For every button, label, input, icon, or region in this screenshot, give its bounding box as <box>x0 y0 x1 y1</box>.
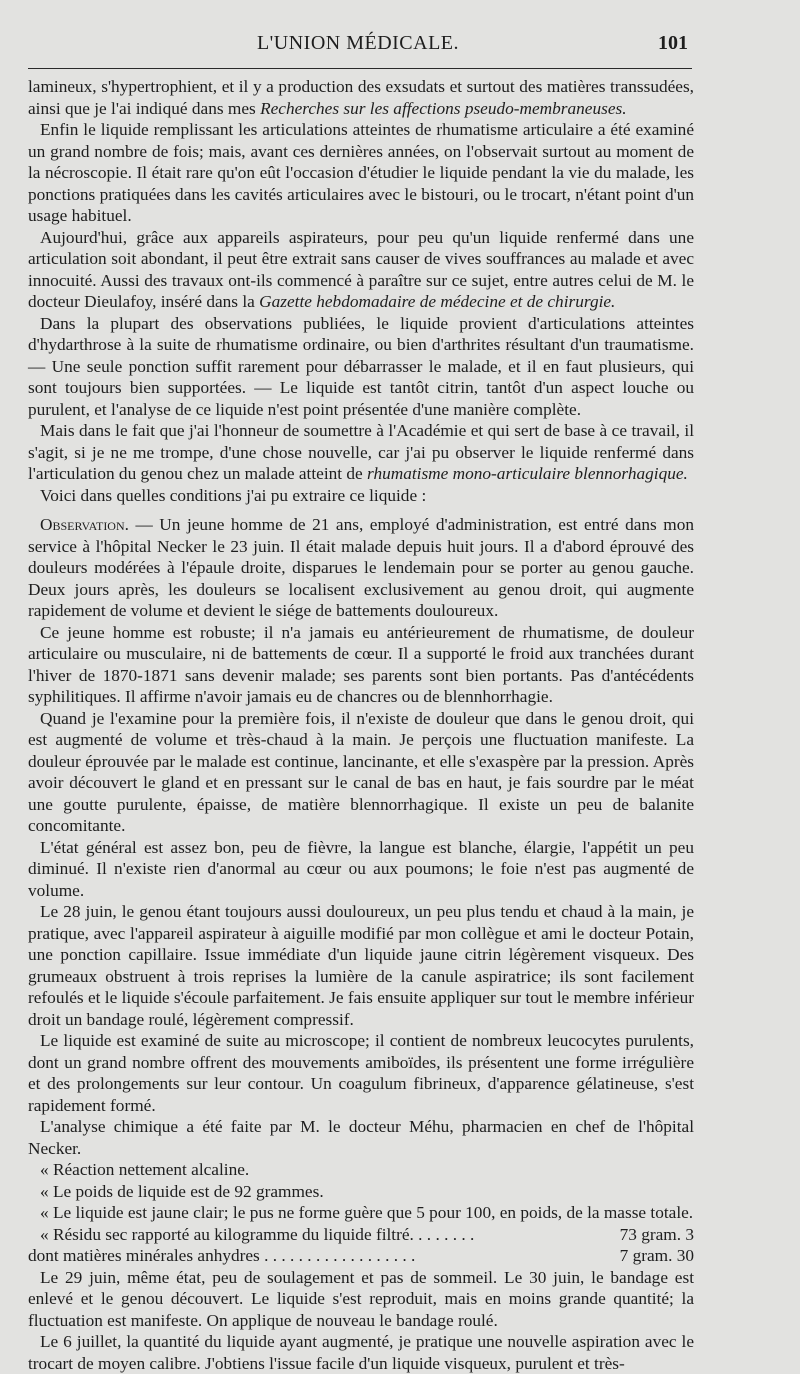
paragraph: Voici dans quelles conditions j'ai pu extraire ce liquide : <box>40 485 427 505</box>
paragraph <box>28 420 694 485</box>
quote-line: « Le poids de liquide est de 92 grammes. <box>40 1181 324 1201</box>
analysis-value: 73 gram. 3 <box>619 1224 694 1244</box>
running-title: L'UNION MÉDICALE. <box>256 32 460 54</box>
analysis-row <box>28 1245 694 1267</box>
paragraph: Ce jeune homme est robuste; il n'a jamais eu antérieurement de rhumatisme, de douleur articulaire ou musculaire, ni de battements de cœur. Il a supporté le froid aux tranchées durant l'hiver de 1870-1871 sans devenir malade; ses parents sont bien portants. Pas d'antécédents syphilitiques. Il affirme n'avoir jamais eu de chancres ou de blennhorrhagie. <box>28 622 694 706</box>
paragraph <box>28 76 694 119</box>
analysis-label: « Résidu sec rapporté au kilogramme du liquide filtré. . . . . . . . <box>40 1224 475 1244</box>
paragraph-text: — Un jeune homme de 21 ans, employé d'administration, est entré dans mon service à l'hôpital Necker le 23 juin. Il était malade depuis huit jours. Il a d'abord éprouvé des douleurs modérées à l'épaule droite, disparues le lendemain pour se porter au genou gauche. Deux jours après, les douleurs se localisent exclusivement au genou droit, qui augmente rapidement de volume et devient le siége de battements douloureux. <box>28 515 694 620</box>
paragraph-text: Mais dans le fait que j'ai l'honneur de soumettre à l'Académie et qui sert de base à ce travail, il s'agit, si je ne me trompe, d'une chose nouvelle, car j'ai pu observer le liquide renfermé dans l'articulation du genou chez un malade atteint de <box>28 421 694 483</box>
paragraph: Enfin le liquide remplissant les articulations atteintes de rhumatisme articulaire a été examiné un grand nombre de fois; mais, avant ces dernières années, on l'observait surtout au moment de la nécroscopie. Il était rare qu'on eût l'occasion d'étudier le liquide pendant la vie du malade, les ponctions pratiquées dans les cavités articulaires avec le bistouri, ou le trocart, n'étant point d'un usage habituel. <box>28 120 694 225</box>
reference-title: Gazette hebdomadaire de médecine et de chirurgie. <box>259 292 616 311</box>
analysis-row <box>28 1224 694 1246</box>
paragraph: L'état général est assez bon, peu de fièvre, la langue est blanche, élargie, l'appétit un peu diminué. Il n'existe rien d'anormal au cœur ou aux poumons; le foie n'est pas augmenté de volume. <box>28 837 694 900</box>
article-body <box>28 76 694 1374</box>
paragraph: Quand je l'examine pour la première fois, il n'existe de douleur que dans le genou droit, qui est augmenté de volume et très-chaud à la main. Je perçois une fluctuation manifeste. La douleur éprouvée par le malade est continue, lancinante, et elle s'exaspère par la pression. Après avoir découvert le gland et en pressant sur le canal de bas en haut, je fais sourdre par le méat une goutte purulente, épaisse, de matière blennorrhagique. Il existe un peu de balanite concomitante. <box>28 708 694 835</box>
paragraph: Dans la plupart des observations publiées, le liquide provient d'articulations atteintes d'hydarthrose à la suite de rhumatisme ordinaire, ou bien d'arthrites résultant d'un traumatisme. — Une seule ponction suffit rarement pour débarrasser le malade, et il en faut plusieurs, qui sont toujours bien supportées. — Le liquide est tantôt citrin, tantôt d'un aspect louche ou purulent, et l'analyse de ce liquide n'est point présentée d'une manière complète. <box>28 313 694 419</box>
paragraph <box>28 227 694 313</box>
quote-line: « Réaction nettement alcaline. <box>40 1160 250 1179</box>
observation-paragraph <box>28 514 694 622</box>
reference-title: rhumatisme mono-articulaire blennorhagique. <box>367 464 688 483</box>
reference-title: Recherches sur les affections pseudo-membraneuses. <box>260 98 627 118</box>
paragraph: Le 29 juin, même état, peu de soulagement et pas de sommeil. Le 30 juin, le bandage est enlevé et le genou découvert. Le liquide s'est reproduit, mais en moins grande quantité; la fluctuation est manifeste. On applique de nouveau le bandage roulé. <box>28 1267 694 1330</box>
analysis-value: 7 gram. 30 <box>619 1246 694 1265</box>
paragraph-text: Aujourd'hui, grâce aux appareils aspirateurs, pour peu qu'un liquide renfermé dans une articulation soit abondant, il peut être extrait sans causer de vives souffrances au malade et avec innocuité. Aussi des travaux ont-ils commencé à paraître sur ce sujet, entre autres celui de M. le docteur Dieulafoy, inséré dans la <box>28 227 694 311</box>
page-header <box>28 30 688 60</box>
paragraph-text: lamineux, s'hypertrophient, et il y a production des exsudats et surtout des matières transsudées, ainsi que je l'ai indiqué dans mes <box>28 77 694 118</box>
paragraph: Le 6 juillet, la quantité du liquide ayant augmenté, je pratique une nouvelle aspiration avec le trocart de moyen calibre. J'obtiens l'issue facile d'un liquide visqueux, purulent et très- <box>28 1332 694 1373</box>
quote-line: « Le liquide est jaune clair; le pus ne forme guère que 5 pour 100, en poids, de la masse totale. <box>40 1203 694 1222</box>
paragraph: L'analyse chimique a été faite par M. le docteur Méhu, pharmacien en chef de l'hôpital Necker. <box>28 1117 694 1158</box>
paragraph: Le liquide est examiné de suite au microscope; il contient de nombreux leucocytes purulents, dont un grand nombre offrent des mouvements amiboïdes, ils présentent une forme irrégulière et des prolongements sur leur contour. Un coagulum fibrineux, d'apparence gélatineuse, s'est rapidement formé. <box>28 1031 694 1115</box>
header-rule <box>28 68 692 69</box>
paragraph: Le 28 juin, le genou étant toujours aussi douloureux, un peu plus tendu et chaud à la main, je pratique, avec l'appareil aspirateur à aiguille modifié par mon collègue et ami le docteur Potain, une ponction capillaire. Issue immédiate d'un liquide jaune citrin légèrement visqueux. Des grumeaux obstruent à trois reprises la lumière de la canule aspiratrice; ils sont facilement refoulés et le liquide s'écoule parfaitement. Je fais ensuite appliquer sur tout le membre inférieur droit un bandage roulé, légèrement compressif. <box>28 902 694 1029</box>
observation-label: Observation. <box>40 515 129 534</box>
page-number: 101 <box>658 32 688 54</box>
analysis-label: dont matières minérales anhydres . . . . . . . . . . . . . . . . . . <box>28 1246 416 1265</box>
